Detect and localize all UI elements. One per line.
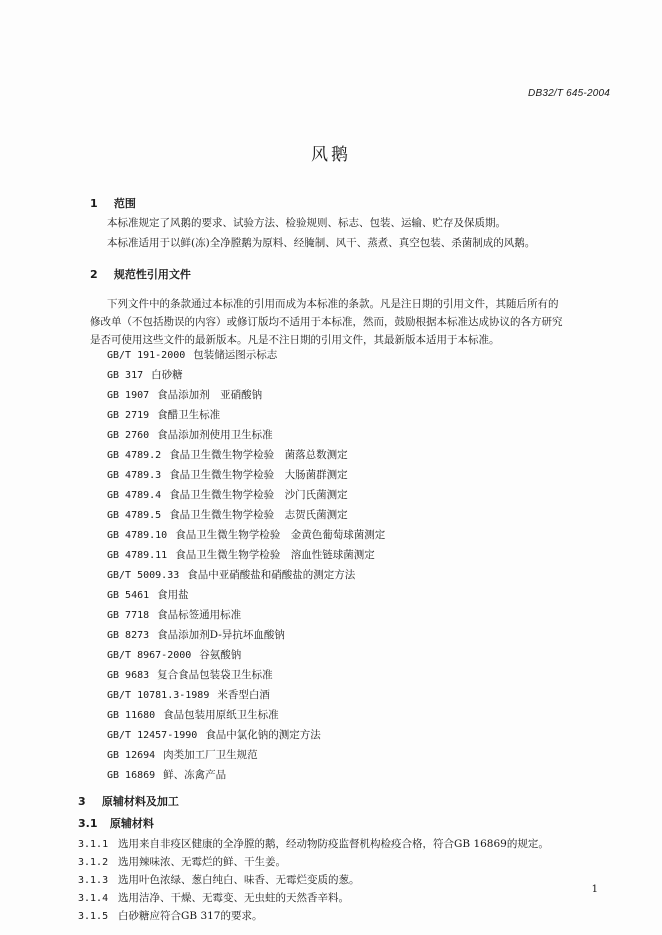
section-title: 范围 — [113, 197, 136, 210]
reference-item: GB 2719 食醋卫生标准 — [107, 409, 221, 421]
subsection-3-1-heading — [78, 815, 154, 831]
section-number: 3 — [78, 795, 86, 808]
reference-item: GB 7718 食品标签通用标准 — [107, 609, 242, 621]
reference-item: GB 11680 食品包装用原纸卫生标准 — [107, 709, 279, 721]
reference-item: GB 2760 食品添加剂使用卫生标准 — [107, 429, 273, 441]
reference-item: GB 1907 食品添加剂 亚硝酸钠 — [107, 389, 263, 401]
section-title: 原辅材料及加工 — [101, 795, 179, 808]
reference-item: GB 5461 食用盐 — [107, 589, 189, 601]
reference-item: GB/T 10781.3-1989 米香型白酒 — [107, 689, 270, 701]
paragraph-line: 修改单（不包括勘误的内容）或修订版均不适用于本标准，然而，鼓励根据本标准达成协议的各方研究 — [90, 316, 563, 328]
section-title: 规范性引用文件 — [113, 268, 191, 281]
reference-item: GB/T 8967-2000 谷氨酸钠 — [107, 649, 242, 661]
section-1-heading — [90, 195, 136, 211]
reference-item: GB 12694 肉类加工厂卫生规范 — [107, 749, 258, 761]
clause-item: 3.1.1 选用来自非疫区健康的全净膛的鹅，经动物防疫监督机构检疫合格，符合GB 16869的规定。 — [78, 838, 549, 850]
subsection-number: 3.1 — [78, 817, 98, 830]
reference-item: GB 4789.2 食品卫生微生物学检验 菌落总数测定 — [107, 449, 348, 461]
reference-item: GB/T 12457-1990 食品中氯化钠的测定方法 — [107, 729, 321, 741]
paragraph-line: 本标准规定了风鹅的要求、试验方法、检验规则、标志、包装、运输、贮存及保质期。 — [107, 217, 506, 229]
section-number: 1 — [90, 197, 98, 210]
reference-item: GB 8273 食品添加剂D-异抗坏血酸钠 — [107, 629, 285, 641]
reference-item: GB 4789.4 食品卫生微生物学检验 沙门氏菌测定 — [107, 489, 348, 501]
reference-item: GB 4789.10 食品卫生微生物学检验 金黄色葡萄球菌测定 — [107, 529, 386, 541]
page-number: 1 — [591, 884, 598, 895]
reference-item: GB 4789.5 食品卫生微生物学检验 志贺氏菌测定 — [107, 509, 348, 521]
document-title: 风鹅 — [311, 145, 351, 165]
reference-item: GB/T 5009.33 食品中亚硝酸盐和硝酸盐的测定方法 — [107, 569, 356, 581]
reference-item: GB/T 191-2000 包装储运图示标志 — [107, 349, 278, 361]
subsection-title: 原辅材料 — [109, 817, 154, 830]
reference-item: GB 16869 鲜、冻禽产品 — [107, 769, 227, 781]
clause-item: 3.1.2 选用辣味浓、无霉烂的鲜、干生姜。 — [78, 856, 286, 868]
reference-item: GB 9683 复合食品包装袋卫生标准 — [107, 669, 273, 681]
reference-item: GB 4789.11 食品卫生微生物学检验 溶血性链球菌测定 — [107, 549, 375, 561]
clause-item: 3.1.4 选用洁净、干燥、无霉变、无虫蛀的天然香辛料。 — [78, 892, 349, 904]
section-3-heading — [78, 793, 179, 809]
reference-item: GB 4789.3 食品卫生微生物学检验 大肠菌群测定 — [107, 469, 348, 481]
clause-item: 3.1.3 选用叶色浓绿、葱白纯白、味香、无霉烂变质的葱。 — [78, 874, 360, 886]
section-number: 2 — [90, 268, 98, 281]
paragraph-line: 下列文件中的条款通过本标准的引用而成为本标准的条款。凡是注日期的引用文件，其随后所有的 — [107, 298, 559, 310]
paragraph-line: 本标准适用于以鲜(冻)全净膛鹅为原料、经腌制、风干、蒸煮、真空包装、杀菌制成的风鹅。 — [107, 237, 536, 249]
reference-item: GB 317 白砂糖 — [107, 369, 183, 381]
clause-item: 3.1.5 白砂糖应符合GB 317的要求。 — [78, 910, 263, 922]
section-2-heading — [90, 266, 191, 282]
standard-code: DB32/T 645-2004 — [528, 88, 610, 99]
paragraph-line: 是否可使用这些文件的最新版本。凡是不注日期的引用文件，其最新版本适用于本标准。 — [90, 334, 500, 346]
